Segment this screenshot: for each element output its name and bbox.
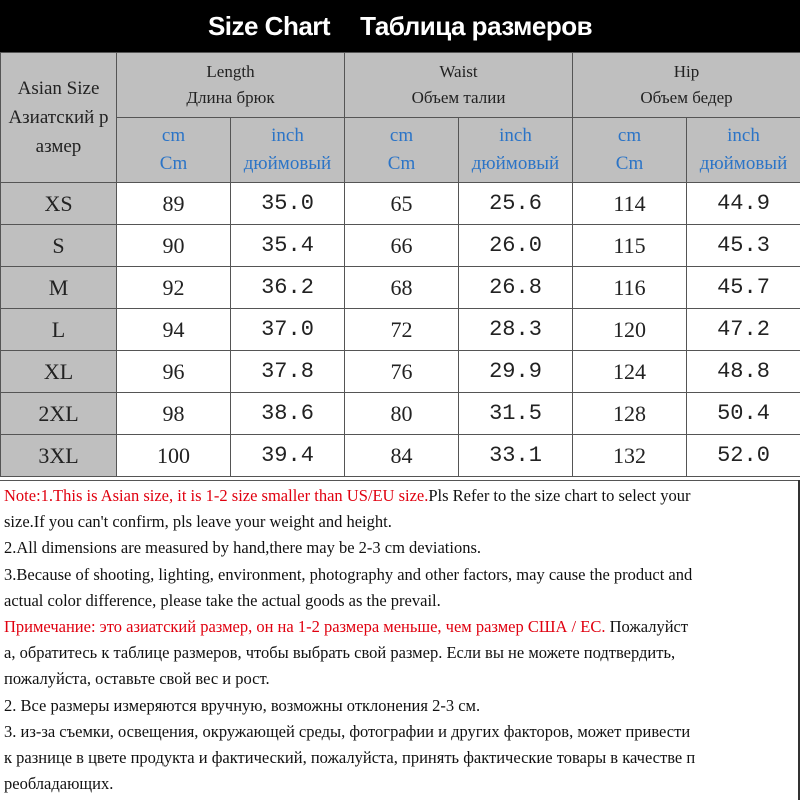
note-ru-3: 3. из-за съемки, освещения, окружающей среды, фотографии и других факторов, может привести [4,721,691,741]
length-cm-cell: 94 [117,309,231,351]
waist-inch-cell: 26.8 [459,267,573,309]
length-inch-cell: 35.4 [231,225,345,267]
waist-cm-cell: 76 [345,351,459,393]
asian-size-header [1,53,117,183]
table-row [1,183,800,225]
unit-header-row [1,118,800,183]
group-label-en: Length [206,62,255,81]
waist-group-header [345,53,573,118]
unit-cm-header [117,118,231,183]
waist-inch-cell: 25.6 [459,183,573,225]
note-text: Pls Refer to the size chart to select your [428,486,691,505]
note-en-1-cont: size.If you can't confirm, pls leave your weight and height. [4,512,392,532]
waist-inch-cell: 29.9 [459,351,573,393]
waist-cm-cell: 84 [345,435,459,477]
length-inch-cell: 39.4 [231,435,345,477]
table-row [1,225,800,267]
note-ru-1-cont: а, обратитесь к таблице размеров, чтобы выбрать свой размер. Если вы не можете подтвердить, [4,643,676,663]
notes-section [0,480,800,800]
length-inch-cell: 37.8 [231,351,345,393]
hip-inch-cell: 45.7 [687,267,800,309]
note-en-3: 3.Because of shooting, lighting, environment, photography and other factors, may cause the product and [4,564,693,584]
hip-cm-cell: 115 [573,225,687,267]
hip-inch-cell: 50.4 [687,393,800,435]
length-inch-cell: 36.2 [231,267,345,309]
asian-size-header-line: азмер [35,136,82,157]
note-en-2: 2.All dimensions are measured by hand,there may be 2-3 cm deviations. [4,538,481,558]
group-label-ru: Длина брюк [186,88,275,107]
group-label-en: Hip [673,62,700,81]
hip-cm-cell: 120 [573,309,687,351]
waist-inch-cell: 26.0 [459,225,573,267]
group-label-en: Waist [439,62,478,81]
waist-inch-cell: 31.5 [459,393,573,435]
table-row [1,267,800,309]
length-cm-cell: 96 [117,351,231,393]
hip-cm-cell: 124 [573,351,687,393]
hip-group-header [573,53,800,118]
hip-inch-cell: 52.0 [687,435,800,477]
table-row [1,435,800,477]
title-bar [0,0,800,52]
length-cm-cell: 90 [117,225,231,267]
hip-inch-cell: 47.2 [687,309,800,351]
unit-inch-header [231,118,345,183]
note-ru-3-cont: к разнице в цвете продукта и фактический, пожалуйста, принять фактические товары в качестве п [4,748,696,768]
group-label-ru: Объем талии [411,88,506,107]
size-cell: XS [1,183,117,225]
hip-cm-cell: 128 [573,393,687,435]
unit-cm-header [345,118,459,183]
waist-inch-cell: 33.1 [459,435,573,477]
unit-bottom: дюймовый [243,153,332,174]
hip-inch-cell: 44.9 [687,183,800,225]
unit-bottom: Cm [387,153,416,174]
unit-bottom: дюймовый [471,153,560,174]
length-cm-cell: 92 [117,267,231,309]
asian-size-header-line: Азиатский р [8,107,109,128]
note-ru-1-cont: пожалуйста, оставьте свой вес и рост. [4,669,270,689]
title-english: Size Chart [207,10,331,41]
note-text: Пожалуйст [605,617,689,637]
hip-inch-cell: 48.8 [687,351,800,393]
length-inch-cell: 38.6 [231,393,345,435]
unit-inch-header [459,118,573,183]
table-row [1,309,800,351]
size-cell: S [1,225,117,267]
group-label-ru: Объем бедер [640,88,733,107]
size-cell: M [1,267,117,309]
unit-inch-header [687,118,800,183]
length-inch-cell: 35.0 [231,183,345,225]
waist-cm-cell: 72 [345,309,459,351]
title-russian: Таблица размеров [360,10,593,41]
table-header-row [1,53,800,118]
unit-top: cm [161,125,186,146]
size-cell: 2XL [1,393,117,435]
unit-top: cm [389,125,414,146]
note-ru-1 [4,614,800,640]
unit-bottom: Cm [615,153,644,174]
length-cm-cell: 100 [117,435,231,477]
table-row [1,351,800,393]
note-warning-en: Note:1.This is Asian size, it is 1-2 size smaller than US/EU size. [4,486,429,505]
unit-bottom: дюймовый [699,153,788,174]
note-warning-ru: Примечание: это азиатский размер, он на 1-2 размера меньше, чем размер США / ЕС. [4,617,606,637]
asian-size-header-line: Asian Size [17,78,100,99]
table-row [1,393,800,435]
length-group-header [117,53,345,118]
waist-cm-cell: 65 [345,183,459,225]
waist-inch-cell: 28.3 [459,309,573,351]
unit-top: inch [271,125,304,146]
unit-bottom: Cm [159,153,188,174]
unit-top: cm [617,125,642,146]
note-ru-3-cont: реобладающих. [4,774,114,794]
hip-inch-cell: 45.3 [687,225,800,267]
size-cell: XL [1,351,117,393]
length-cm-cell: 89 [117,183,231,225]
size-table [0,52,800,477]
length-cm-cell: 98 [117,393,231,435]
note-en-1 [4,483,800,509]
waist-cm-cell: 80 [345,393,459,435]
unit-cm-header [573,118,687,183]
hip-cm-cell: 116 [573,267,687,309]
hip-cm-cell: 132 [573,435,687,477]
hip-cm-cell: 114 [573,183,687,225]
unit-top: inch [727,125,760,146]
waist-cm-cell: 66 [345,225,459,267]
note-ru-2: 2. Все размеры измеряются вручную, возможны отклонения 2-3 см. [4,695,481,715]
unit-top: inch [499,125,532,146]
length-inch-cell: 37.0 [231,309,345,351]
waist-cm-cell: 68 [345,267,459,309]
size-cell: L [1,309,117,351]
size-cell: 3XL [1,435,117,477]
note-en-3-cont: actual color difference, please take the actual goods as the prevail. [4,590,441,610]
